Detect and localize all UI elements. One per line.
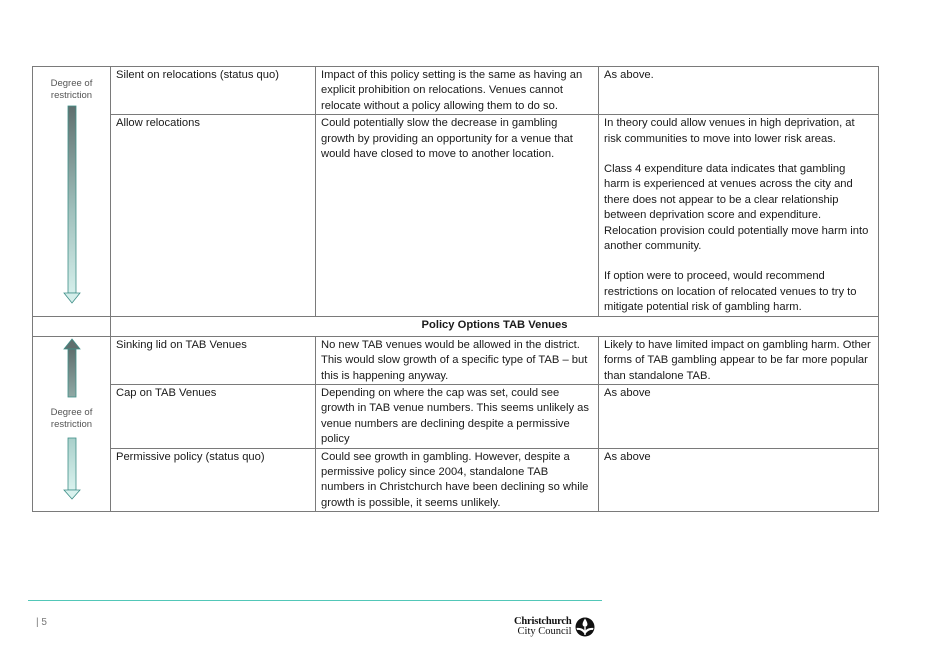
logo-line-2: City Council bbox=[517, 626, 572, 637]
notes-cell bbox=[599, 67, 879, 115]
notes-cell bbox=[599, 448, 879, 512]
notes-cell bbox=[599, 336, 879, 384]
impact-cell bbox=[316, 384, 599, 448]
table-row bbox=[33, 384, 879, 448]
council-logo bbox=[514, 617, 595, 637]
notes-cell bbox=[599, 115, 879, 316]
impact-text: Could potentially slow the decrease in gambling growth by providing an opportunity for a venue that would have closed to move to another location. bbox=[321, 117, 573, 161]
notes-text: As above bbox=[604, 450, 651, 463]
table-row bbox=[33, 67, 879, 115]
option-cell: Silent on relocations (status quo) bbox=[111, 67, 316, 115]
option-cell: Allow relocations bbox=[111, 115, 316, 316]
restriction-scale-cell bbox=[33, 67, 111, 317]
page-number: | 5 bbox=[36, 617, 47, 628]
notes-text: As above bbox=[604, 386, 651, 399]
impact-text: No new TAB venues would be allowed in the district. This would slow growth of a specific type of TAB – but this is happening anyway. bbox=[321, 338, 588, 382]
footer-rule bbox=[28, 600, 602, 601]
arrow-down-icon bbox=[33, 67, 111, 312]
restriction-scale-cell bbox=[33, 336, 111, 511]
degree-of-restriction-label: Degree of restriction bbox=[50, 78, 93, 101]
notes-text: As above. bbox=[604, 69, 654, 81]
option-cell: Permissive policy (status quo) bbox=[111, 448, 316, 512]
table-row bbox=[33, 336, 879, 384]
option-cell: Sinking lid on TAB Venues bbox=[111, 336, 316, 384]
council-emblem-icon bbox=[575, 617, 595, 637]
table-row bbox=[33, 115, 879, 316]
section-header: Policy Options TAB Venues bbox=[111, 316, 879, 336]
policy-table bbox=[32, 66, 879, 512]
impact-text: Impact of this policy setting is the same as having an explicit prohibition on relocations. Venues cannot relocate without a policy allowing them to do so. bbox=[321, 69, 583, 112]
impact-cell bbox=[316, 67, 599, 115]
impact-cell bbox=[316, 448, 599, 512]
impact-text: Could see growth in gambling. However, despite a permissive policy since 2004, standalone TAB numbers in Christchurch have been declining so while growth is possible, it seems unlikely. bbox=[321, 450, 589, 509]
notes-text: Class 4 expenditure data indicates that gambling harm is experienced at venues across the city and there does not appear to be a clear relationship between deprivation score and expenditure. Relocation provision could potentially move harm into another community. bbox=[604, 163, 869, 253]
arrow-up-down-icon bbox=[33, 337, 111, 507]
degree-of-restriction-label: Degree of restriction bbox=[50, 406, 93, 430]
notes-text: Likely to have limited impact on gambling harm. Other forms of TAB gambling appear to be far more popular than standalone TAB. bbox=[604, 338, 871, 382]
impact-cell bbox=[316, 115, 599, 316]
impact-text: Depending on where the cap was set, could see growth in TAB venue numbers. This seems unlikely as venue numbers are declining despite a permissive policy bbox=[321, 386, 590, 446]
notes-text: If option were to proceed, would recommend restrictions on location of relocated venues to try to mitigate potential risk of gambling harm. bbox=[604, 270, 857, 314]
table-row bbox=[33, 448, 879, 512]
logo-line-1: Christchurch bbox=[514, 616, 572, 627]
notes-text: In theory could allow venues in high deprivation, at risk communities to move into lower risk areas. bbox=[604, 117, 855, 145]
logo-wordmark bbox=[514, 617, 572, 637]
section-header-spacer bbox=[33, 316, 111, 336]
option-cell: Cap on TAB Venues bbox=[111, 384, 316, 448]
section-header-row bbox=[33, 316, 879, 336]
notes-cell bbox=[599, 384, 879, 448]
impact-cell bbox=[316, 336, 599, 384]
